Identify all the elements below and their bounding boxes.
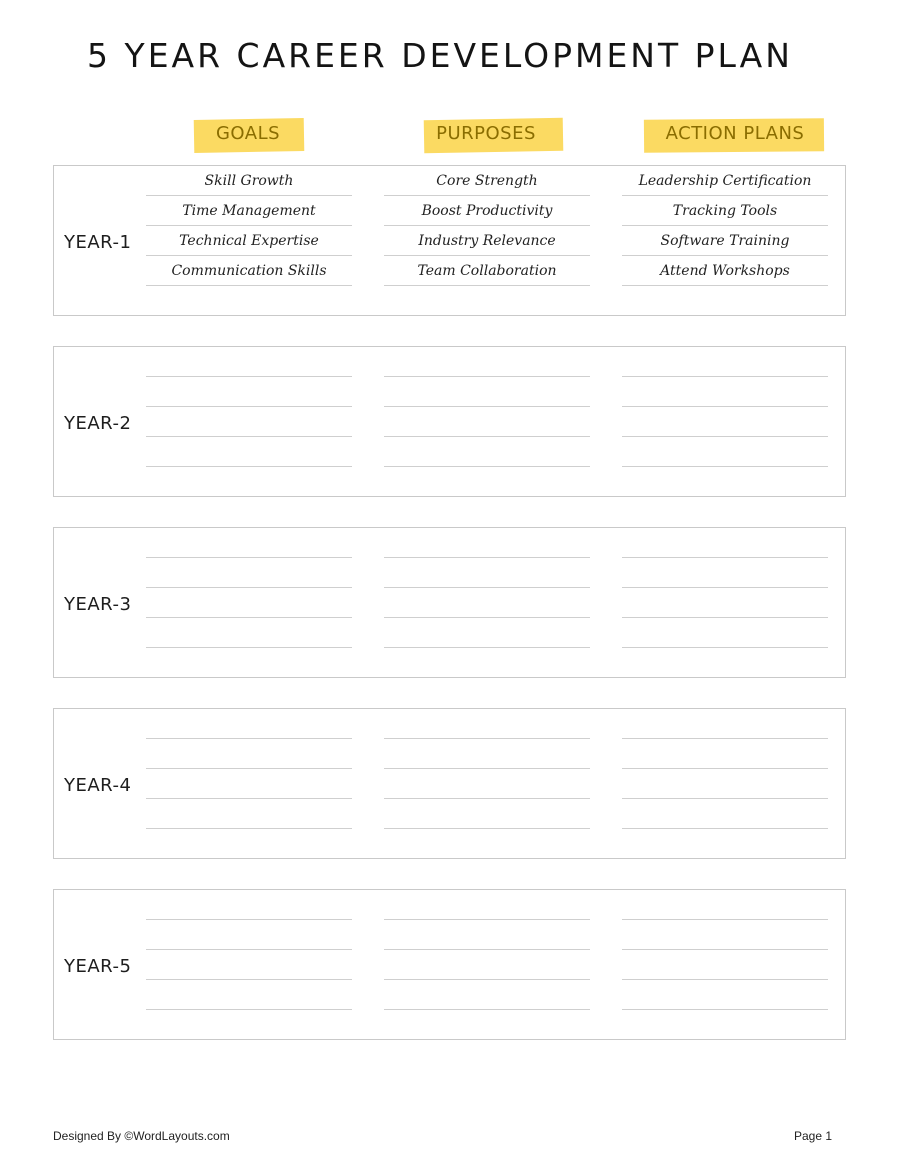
goals-entry[interactable]: Technical Expertise bbox=[146, 226, 352, 256]
year-label: YEAR-2 bbox=[64, 413, 132, 434]
goals-entry[interactable] bbox=[146, 799, 352, 829]
goals-entry[interactable] bbox=[146, 437, 352, 467]
footer-credit: Designed By ©WordLayouts.com bbox=[53, 1129, 230, 1143]
purposes-entry[interactable] bbox=[384, 769, 590, 799]
year-label: YEAR-5 bbox=[64, 956, 132, 977]
action-plans-entry[interactable] bbox=[622, 709, 828, 739]
year-label: YEAR-1 bbox=[64, 232, 132, 253]
year-label: YEAR-3 bbox=[64, 594, 132, 615]
purposes-entry[interactable] bbox=[384, 739, 590, 769]
goals-entry[interactable] bbox=[146, 739, 352, 769]
purposes-entry[interactable]: Boost Productivity bbox=[384, 196, 590, 226]
goals-entry[interactable]: Time Management bbox=[146, 196, 352, 226]
goals-entry[interactable] bbox=[146, 347, 352, 377]
purposes-entry[interactable] bbox=[384, 709, 590, 739]
goals-entry[interactable] bbox=[146, 980, 352, 1010]
purposes-entry[interactable] bbox=[384, 347, 590, 377]
purposes-entry[interactable]: Team Collaboration bbox=[384, 256, 590, 286]
action-plans-entry[interactable] bbox=[622, 920, 828, 950]
action-plans-entry[interactable]: Tracking Tools bbox=[622, 196, 828, 226]
action-plans-entry[interactable] bbox=[622, 377, 828, 407]
action-plans-entry[interactable] bbox=[622, 588, 828, 618]
year-block-3 bbox=[53, 527, 846, 678]
goals-entry[interactable]: Skill Growth bbox=[146, 166, 352, 196]
purposes-entry[interactable] bbox=[384, 890, 590, 920]
goals-entry[interactable] bbox=[146, 920, 352, 950]
action-plans-entry[interactable]: Leadership Certification bbox=[622, 166, 828, 196]
purposes-header: PURPOSES bbox=[436, 123, 536, 144]
footer-page-number: Page 1 bbox=[794, 1129, 833, 1143]
action-plans-entry[interactable] bbox=[622, 618, 828, 648]
page-title: 5 YEAR CAREER DEVELOPMENT PLAN bbox=[87, 36, 793, 75]
year-block-4 bbox=[53, 708, 846, 859]
goals-entry[interactable] bbox=[146, 588, 352, 618]
purposes-entry[interactable] bbox=[384, 799, 590, 829]
goals-entry[interactable]: Communication Skills bbox=[146, 256, 352, 286]
goals-entry[interactable] bbox=[146, 709, 352, 739]
action-plans-entry[interactable] bbox=[622, 890, 828, 920]
goals-entry[interactable] bbox=[146, 950, 352, 980]
goals-entry[interactable] bbox=[146, 558, 352, 588]
year-block-1 bbox=[53, 165, 846, 316]
goals-entry[interactable] bbox=[146, 528, 352, 558]
goals-entry[interactable] bbox=[146, 407, 352, 437]
purposes-entry[interactable] bbox=[384, 980, 590, 1010]
action-plans-entry[interactable] bbox=[622, 407, 828, 437]
purposes-entry[interactable] bbox=[384, 950, 590, 980]
purposes-entry[interactable] bbox=[384, 377, 590, 407]
purposes-entry[interactable]: Industry Relevance bbox=[384, 226, 590, 256]
purposes-entry[interactable] bbox=[384, 618, 590, 648]
action-plans-entry[interactable] bbox=[622, 769, 828, 799]
action-plans-entry[interactable] bbox=[622, 528, 828, 558]
action-plans-entry[interactable] bbox=[622, 950, 828, 980]
goals-header: GOALS bbox=[215, 123, 281, 144]
goals-entry[interactable] bbox=[146, 377, 352, 407]
action-plans-entry[interactable]: Software Training bbox=[622, 226, 828, 256]
goals-entry[interactable] bbox=[146, 618, 352, 648]
action-plans-entry[interactable] bbox=[622, 980, 828, 1010]
purposes-entry[interactable] bbox=[384, 407, 590, 437]
purposes-entry[interactable] bbox=[384, 588, 590, 618]
action-plans-entry[interactable] bbox=[622, 558, 828, 588]
action-plans-entry[interactable] bbox=[622, 739, 828, 769]
purposes-entry[interactable] bbox=[384, 558, 590, 588]
action-plans-entry[interactable]: Attend Workshops bbox=[622, 256, 828, 286]
action-plans-header: ACTION PLANS bbox=[665, 123, 805, 144]
year-label: YEAR-4 bbox=[64, 775, 132, 796]
purposes-entry[interactable] bbox=[384, 437, 590, 467]
purposes-entry[interactable]: Core Strength bbox=[384, 166, 590, 196]
purposes-entry[interactable] bbox=[384, 528, 590, 558]
goals-entry[interactable] bbox=[146, 769, 352, 799]
action-plans-entry[interactable] bbox=[622, 437, 828, 467]
purposes-entry[interactable] bbox=[384, 920, 590, 950]
action-plans-entry[interactable] bbox=[622, 799, 828, 829]
action-plans-entry[interactable] bbox=[622, 347, 828, 377]
goals-entry[interactable] bbox=[146, 890, 352, 920]
year-block-2 bbox=[53, 346, 846, 497]
year-block-5 bbox=[53, 889, 846, 1040]
